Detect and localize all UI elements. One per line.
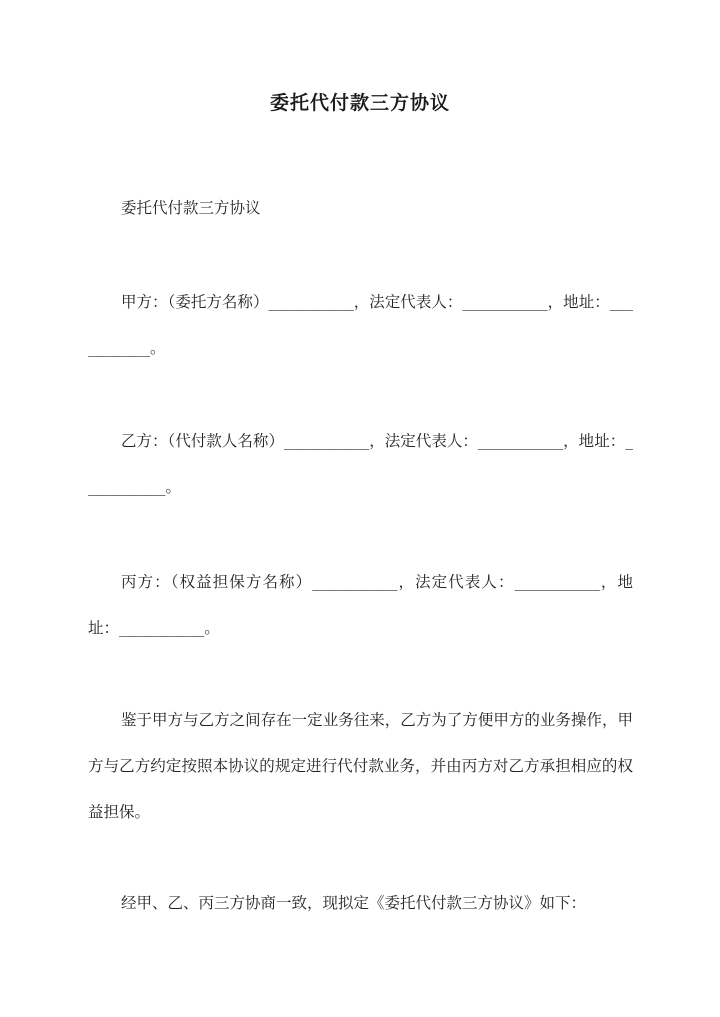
consultation-paragraph: 经甲、乙、丙三方协商一致，现拟定《委托代付款三方协议》如下：	[121, 894, 587, 912]
whereas-paragraph: 鉴于甲方与乙方之间存在一定业务往来，乙方为了方便甲方的业务操作，甲方与乙方约定按照本协议的规定进行代付款业务，并由丙方对乙方承担相应的权益担保。	[88, 711, 633, 821]
party-c-paragraph: 丙方：（权益担保方名称）___________，法定代表人：___________，地址：___________。	[88, 573, 633, 637]
party-a-paragraph: 甲方：（委托方名称）___________，法定代表人：___________，地址：___________。	[88, 293, 633, 357]
party-b-paragraph: 乙方：（代付款人名称）___________，法定代表人：___________，地址：___________。	[88, 432, 633, 496]
document-title: 委托代付款三方协议	[269, 92, 450, 114]
subtitle-paragraph: 委托代付款三方协议	[121, 199, 261, 217]
